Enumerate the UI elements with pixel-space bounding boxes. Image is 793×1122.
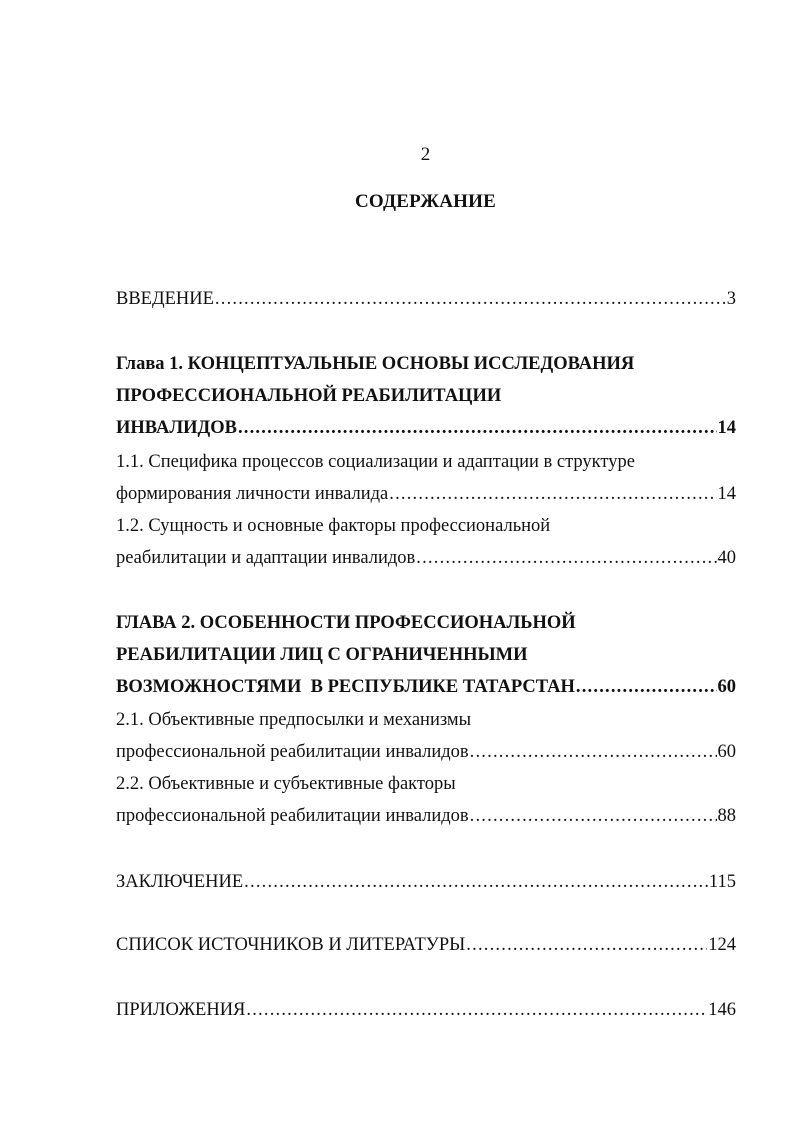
section-title-line: профессиональной реабилитации инвалидов	[116, 806, 469, 826]
dot-leader	[466, 932, 707, 958]
chapter-title-line: ГЛАВА 2. ОСОБЕННОСТИ ПРОФЕССИОНАЛЬНОЙ	[116, 613, 576, 633]
toc-entry-page: 146	[708, 1000, 736, 1020]
chapter-title-line: ВОЗМОЖНОСТЯМИ В РЕСПУБЛИКЕ ТАТАРСТАН	[116, 677, 575, 697]
toc-entry-page: 60	[717, 677, 736, 697]
toc-entry-page: 88	[717, 806, 736, 826]
dot-leader	[215, 286, 726, 312]
toc-entry-page: 60	[717, 742, 736, 762]
chapter-title-line: РЕАБИЛИТАЦИИ ЛИЦ С ОГРАНИЧЕННЫМИ	[116, 645, 528, 665]
toc-entry-page: 115	[708, 872, 736, 892]
toc-chapter1-line3[interactable]	[116, 415, 736, 441]
toc-section-2-1-line2[interactable]	[116, 739, 736, 765]
toc-section-2-1-line1[interactable]	[116, 707, 736, 733]
toc-entry-page: 3	[726, 289, 736, 309]
chapter-title-line: ИНВАЛИДОВ	[116, 418, 237, 438]
chapter-title-line: ПРОФЕССИОНАЛЬНОЙ РЕАБИЛИТАЦИИ	[116, 386, 502, 406]
toc-section-1-2-line1[interactable]	[116, 513, 736, 539]
dot-leader	[246, 997, 707, 1023]
toc-entry-page: 14	[717, 484, 736, 504]
dot-leader	[470, 803, 717, 829]
section-title-line: 1.1. Специфика процессов социализации и адаптации в структуре	[116, 452, 635, 472]
toc-section-2-2-line1[interactable]	[116, 771, 736, 797]
dot-leader	[416, 545, 716, 571]
toc-chapter2-line3[interactable]	[116, 674, 736, 700]
chapter-title-line: Глава 1. КОНЦЕПТУАЛЬНЫЕ ОСНОВЫ ИССЛЕДОВАНИЯ	[116, 354, 635, 374]
toc-entry-sources[interactable]	[116, 932, 736, 958]
toc-section-2-2-line2[interactable]	[116, 803, 736, 829]
section-title-line: профессиональной реабилитации инвалидов	[116, 742, 469, 762]
toc-entry-label: СПИСОК ИСТОЧНИКОВ И ЛИТЕРАТУРЫ	[116, 935, 466, 955]
page-title: СОДЕРЖАНИЕ	[355, 191, 496, 212]
toc-chapter2-line1[interactable]	[116, 610, 736, 636]
dot-leader	[244, 869, 708, 895]
dot-leader	[470, 739, 717, 765]
section-title-line: 1.2. Сущность и основные факторы профессиональной	[116, 516, 551, 536]
toc-entry-page: 124	[708, 935, 736, 955]
toc-chapter1-line1[interactable]	[116, 351, 736, 377]
section-title-line: реабилитации и адаптации инвалидов	[116, 548, 416, 568]
toc-entry-label: ВВЕДЕНИЕ	[116, 289, 214, 309]
toc-entry-intro[interactable]	[116, 286, 736, 312]
toc-entry-appendices[interactable]	[116, 997, 736, 1023]
section-title-line: формирования личности инвалида	[116, 484, 389, 504]
toc-entry-page: 40	[717, 548, 736, 568]
dot-leader	[238, 415, 717, 441]
toc-section-1-1-line1[interactable]	[116, 449, 736, 475]
toc-entry-label: ЗАКЛЮЧЕНИЕ	[116, 872, 244, 892]
toc-entry-conclusion[interactable]	[116, 869, 736, 895]
section-title-line: 2.2. Объективные и субъективные факторы	[116, 774, 456, 794]
toc-chapter2-line2[interactable]	[116, 642, 736, 668]
section-title-line: 2.1. Объективные предпосылки и механизмы	[116, 710, 472, 730]
toc-section-1-2-line2[interactable]	[116, 545, 736, 571]
toc-chapter1-line2[interactable]	[116, 383, 736, 409]
dot-leader	[576, 674, 717, 700]
page-number: 2	[420, 144, 431, 165]
toc-entry-label: ПРИЛОЖЕНИЯ	[116, 1000, 246, 1020]
dot-leader	[389, 481, 716, 507]
toc-entry-page: 14	[717, 418, 736, 438]
toc-section-1-1-line2[interactable]	[116, 481, 736, 507]
